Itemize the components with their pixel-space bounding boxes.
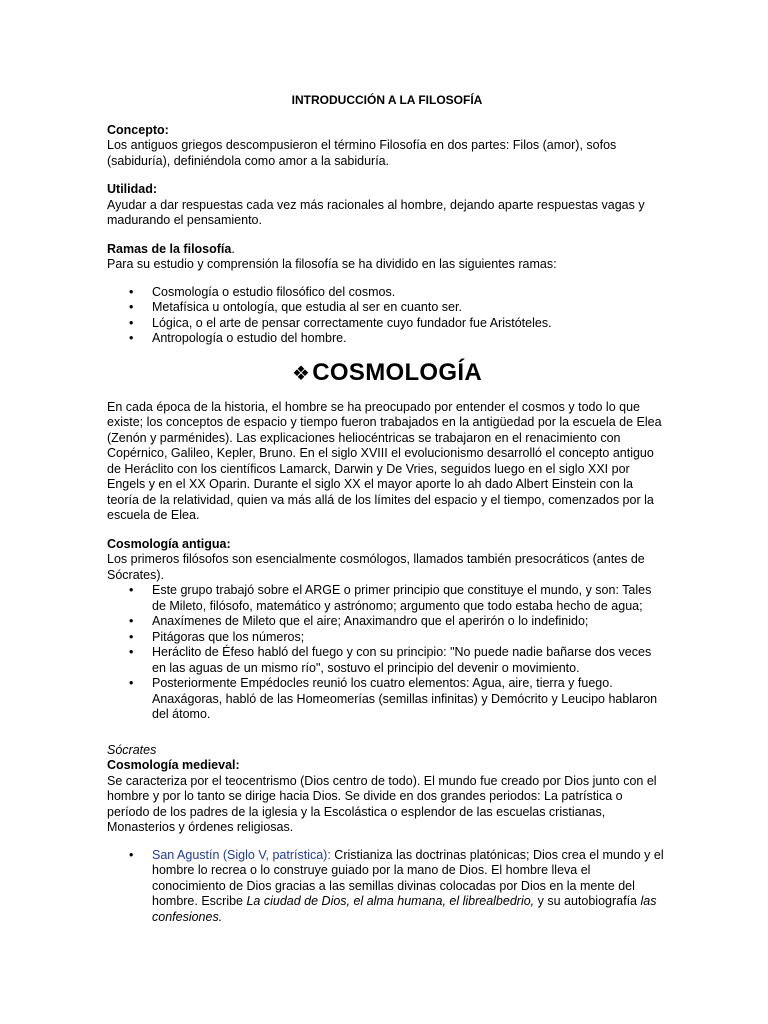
cosmologia-heading-text: COSMOLOGÍA (312, 358, 482, 386)
list-item (107, 848, 667, 926)
medieval-heading: Cosmología medieval: (107, 758, 240, 772)
ramas-heading-period: . (231, 241, 235, 256)
list-item: • Cosmología o estudio filosófico del cosmos. (107, 285, 667, 301)
medieval-section (107, 758, 667, 925)
list-item: • Este grupo trabajó sobre el ARGE o primer principio que constituye el mundo, y son: Tales de Mileto, filósofo, matemático y astrónomo; argumento que todo estaba hecho de agua; (107, 583, 667, 614)
list-item: • Lógica, o el arte de pensar correctamente cuyo fundador fue Aristóteles. (107, 316, 667, 332)
cosmologia-paragraph: En cada época de la historia, el hombre se ha preocupado por entender el cosmos y todo lo que existe; los conceptos de espacio y tiempo fueron trabajados en la antigüedad por la escuela de Elea (Zenón y parménides). Las explicaciones heliocéntricas se trabajaron en el renacimiento con Copérnico, Galileo, Kepler, Bruno. En el siglo XVIII el evolucionismo desarrolló el concepto antiguo de Heráclito con los científicos Lamarck, Darwin y De Vries, seguidos luego en el siglo XXI por Engels y en el XX Oparin. Durante el siglo XX el mayor aporte lo ah dado Albert Einstein con la teoría de la relatividad, quien va más allá de los límites del espacio y el tiempo, comenzados por la escuela de Elea. (107, 399, 662, 522)
list-item: • Metafísica u ontología, que estudia al ser en cuanto ser. (107, 300, 667, 316)
ramas-heading-line (107, 242, 667, 258)
concepto-heading: Concepto: (107, 122, 169, 137)
list-item: • Anaxímenes de Mileto que el aire; Anaximandro que el aperirón o lo indefinido; (107, 614, 667, 630)
antigua-list (107, 583, 667, 723)
ramas-section (107, 242, 667, 347)
san-agustin-text: Cristianiza las doctrinas platónicas; Dios crea el mundo y el hombre lo recrea o lo construye guiado por la mano de Dios. El hombre lleva el conocimiento de Dios gracias a las semillas divinas colocadas por Dios en la mente del hombre. Escribe (152, 847, 664, 908)
ramas-list (107, 285, 667, 347)
utilidad-heading: Utilidad: (107, 182, 157, 196)
ramas-heading: Ramas de la filosofía (107, 241, 232, 256)
concepto-section (107, 123, 667, 170)
san-agustin-works2: las confesiones. (152, 894, 657, 924)
ramas-intro: Para su estudio y comprensión la filosofía se ha dividido en las siguientes ramas: (107, 257, 557, 271)
list-item: • Pitágoras que los números; (107, 630, 667, 646)
page-title: INTRODUCCIÓN A LA FILOSOFÍA (291, 93, 483, 107)
antigua-heading: Cosmología antigua: (107, 536, 231, 551)
utilidad-text: Ayudar a dar respuestas cada vez más racionales al hombre, dejando aparte respuestas vagas y madurando el pensamiento. (107, 197, 645, 227)
list-item: • Heráclito de Éfeso habló del fuego y con su principio: "No puede nadie bañarse dos veces en las aguas de un mismo río", sostuvo el principio del devenir o movimiento. (107, 645, 667, 676)
list-item: • Posteriormente Empédocles reunió los cuatro elementos: Agua, aire, tierra y fuego. Anaxágoras, habló de las Homeomerías (semillas infinitas) y Demócrito y Leucipo hablaron del átomo. (107, 676, 667, 723)
san-agustin-text2: y su autobiografía (534, 894, 641, 908)
diamond-bullet-icon: ❖ (292, 362, 311, 385)
list-item: • Antropología o estudio del hombre. (107, 331, 667, 347)
antigua-intro: Los primeros filósofos son esencialmente cosmólogos, llamados también presocráticos (antes de Sócrates). (107, 552, 645, 582)
medieval-text: Se caracteriza por el teocentrismo (Dios centro de todo). El mundo fue creado por Dios junto con el hombre y por lo tanto se dirige hacia Dios. Se divide en dos grandes periodos: La patrística o período de los padres de la iglesia y la Escolástica o esplendor de las escuelas cristianas, Monasterios y órdenes religiosas. (107, 773, 657, 834)
san-agustin-link[interactable]: San Agustín (Siglo V, patrística): (152, 847, 331, 862)
concepto-text: Los antiguos griegos descompusieron el término Filosofía en dos partes: Filos (amor), sofos (sabiduría), definiéndola como amor a la sabiduría. (107, 138, 617, 168)
utilidad-section (107, 182, 667, 229)
document-content (107, 93, 667, 925)
socrates-caption: Sócrates (107, 742, 157, 757)
san-agustin-works: La ciudad de Dios, el alma humana, el librealbedrio, (246, 894, 535, 908)
antigua-section (107, 537, 667, 723)
medieval-list (107, 848, 667, 926)
cosmologia-heading (107, 359, 667, 388)
